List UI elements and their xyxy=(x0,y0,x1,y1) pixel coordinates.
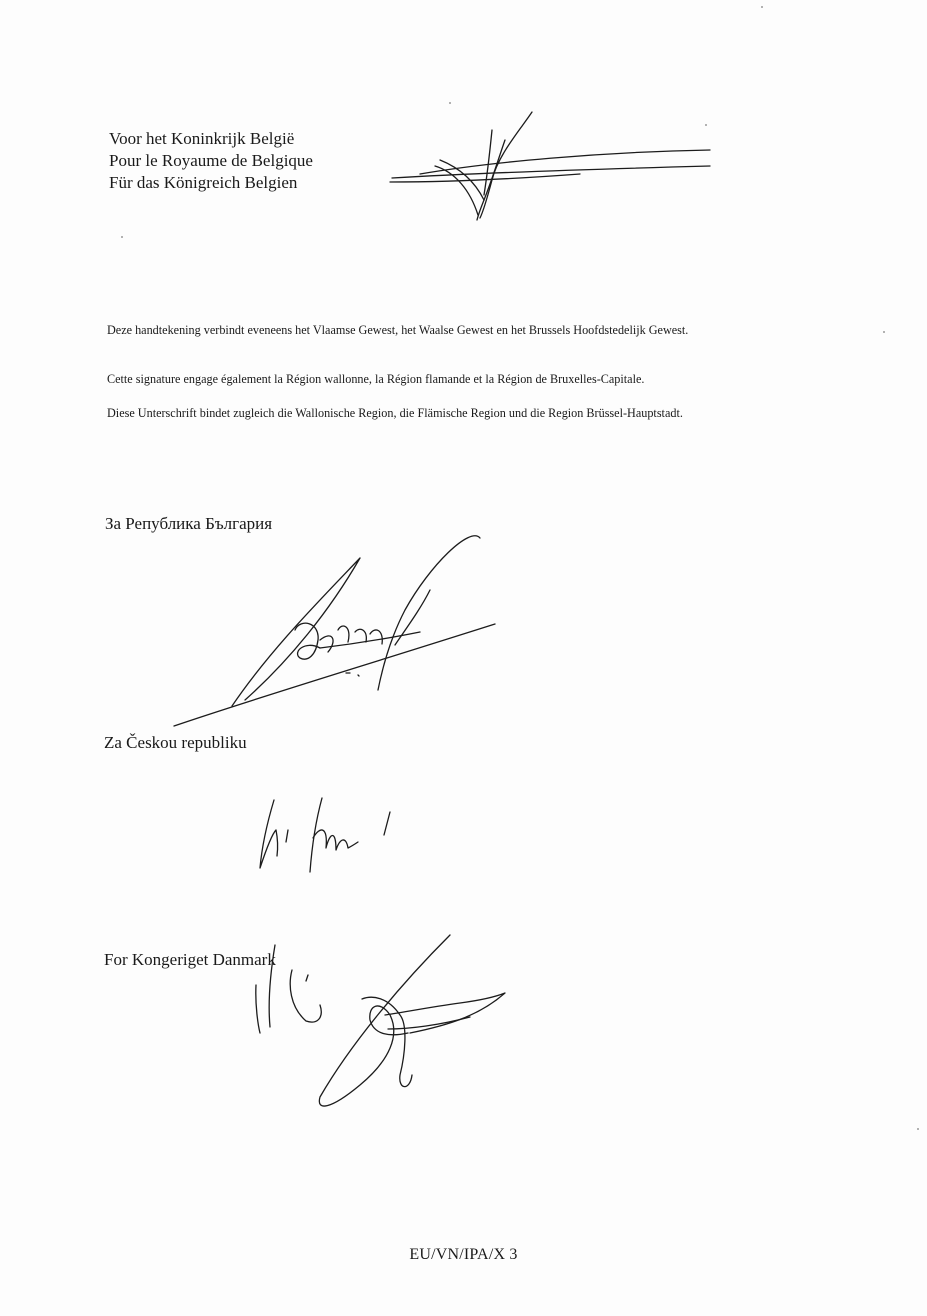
note-de: Diese Unterschrift bindet zugleich die Wallonische Region, die Flämische Region und die Region Brüssel-Hauptstadt. xyxy=(107,406,683,420)
bulgaria-signature xyxy=(170,530,500,730)
denmark-label: For Kongeriget Danmark xyxy=(104,950,276,969)
bulgaria-label: За Република България xyxy=(105,514,273,533)
belgium-signature xyxy=(380,100,720,225)
note-fr: Cette signature engage également la Région wallonne, la Région flamande et la Région de Bruxelles-Capitale. xyxy=(107,372,645,386)
scan-speck xyxy=(917,1128,919,1130)
scan-speck xyxy=(883,331,885,333)
belgium-label-fr: Pour le Royaume de Belgique xyxy=(109,151,313,170)
belgium-label-nl: Voor het Koninkrijk België xyxy=(109,129,295,148)
document-reference: EU/VN/IPA/X 3 xyxy=(409,1246,518,1263)
denmark-signature xyxy=(250,925,510,1115)
czech-label: Za Českou republiku xyxy=(104,733,247,752)
belgium-label-de: Für das Königreich Belgien xyxy=(109,173,298,192)
scan-speck xyxy=(761,6,763,8)
scan-speck xyxy=(121,236,123,238)
note-nl: Deze handtekening verbindt eveneens het Vlaamse Gewest, het Waalse Gewest en het Brussels Hoofdstedelijk Gewest. xyxy=(107,323,689,337)
czech-signature xyxy=(250,790,400,880)
